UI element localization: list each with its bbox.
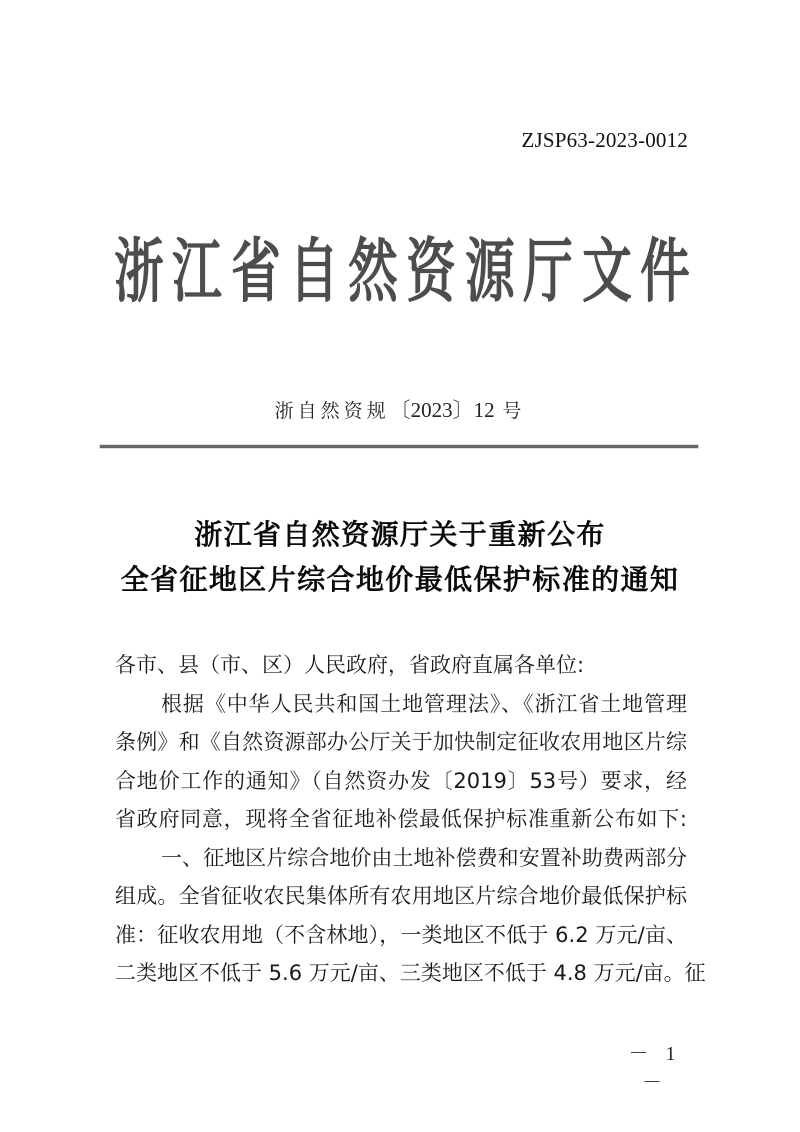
body-line: 二类地区不低于 5.6 万元/亩、三类地区不低于 4.8 万元/亩。征 (115, 961, 706, 985)
doc-number-suffix: 号 (502, 400, 526, 422)
issuer-title-char: 浙 (114, 231, 164, 312)
body-line: 一、征地区片综合地价由土地补偿费和安置补助费两部分 (161, 845, 687, 870)
notice-heading-line-1: 浙江省自然资源厅关于重新公布 (194, 518, 606, 551)
body-line: 合地价工作的通知》（自然资办发〔2019〕53号）要求，经 (115, 768, 687, 793)
page-number: － 1 － (628, 1043, 682, 1094)
issuer-title-char: 件 (640, 231, 690, 312)
doc-number-year: 〔2023〕 (389, 398, 474, 422)
body-line: 组成。全省征收农民集体所有农用地区片综合地价最低保护标 (115, 884, 687, 908)
issuer-title-char: 厅 (523, 231, 573, 312)
body-line: 条例》和《自然资源部办公厅关于加快制定征收农用地区片综 (115, 730, 687, 754)
doc-number-num: 12 (473, 398, 495, 422)
issuer-title-char: 自 (289, 231, 340, 312)
issuer-title-char: 省 (231, 231, 281, 312)
notice-heading-line-2: 全省征地区片综合地价最低保护标准的通知 (120, 563, 680, 596)
header-separator-rule (100, 445, 698, 448)
document-number (0, 394, 800, 424)
document-code: ZJSP63-2023-0012 (521, 128, 688, 152)
doc-number-prefix: 浙自然资规 (274, 400, 390, 422)
issuer-title-char: 然 (347, 231, 398, 312)
issuer-title-char: 资 (406, 231, 457, 312)
issuer-title-char: 江 (172, 231, 223, 312)
notice-body (115, 646, 706, 993)
issuer-title-char: 文 (581, 231, 632, 312)
body-line: 省政府同意，现将全省征地补偿最低保护标准重新公布如下: (115, 807, 687, 831)
issuer-title-char: 源 (464, 231, 515, 312)
body-line: 根据《中华人民共和国土地管理法》、《浙江省土地管理 (161, 691, 687, 716)
issuer-title (112, 232, 692, 312)
body-line: 准：征收农用地（不含林地），一类地区不低于 6.2 万元/亩、 (115, 922, 687, 947)
salutation: 各市、县（市、区）人民政府，省政府直属各单位: (115, 653, 585, 677)
